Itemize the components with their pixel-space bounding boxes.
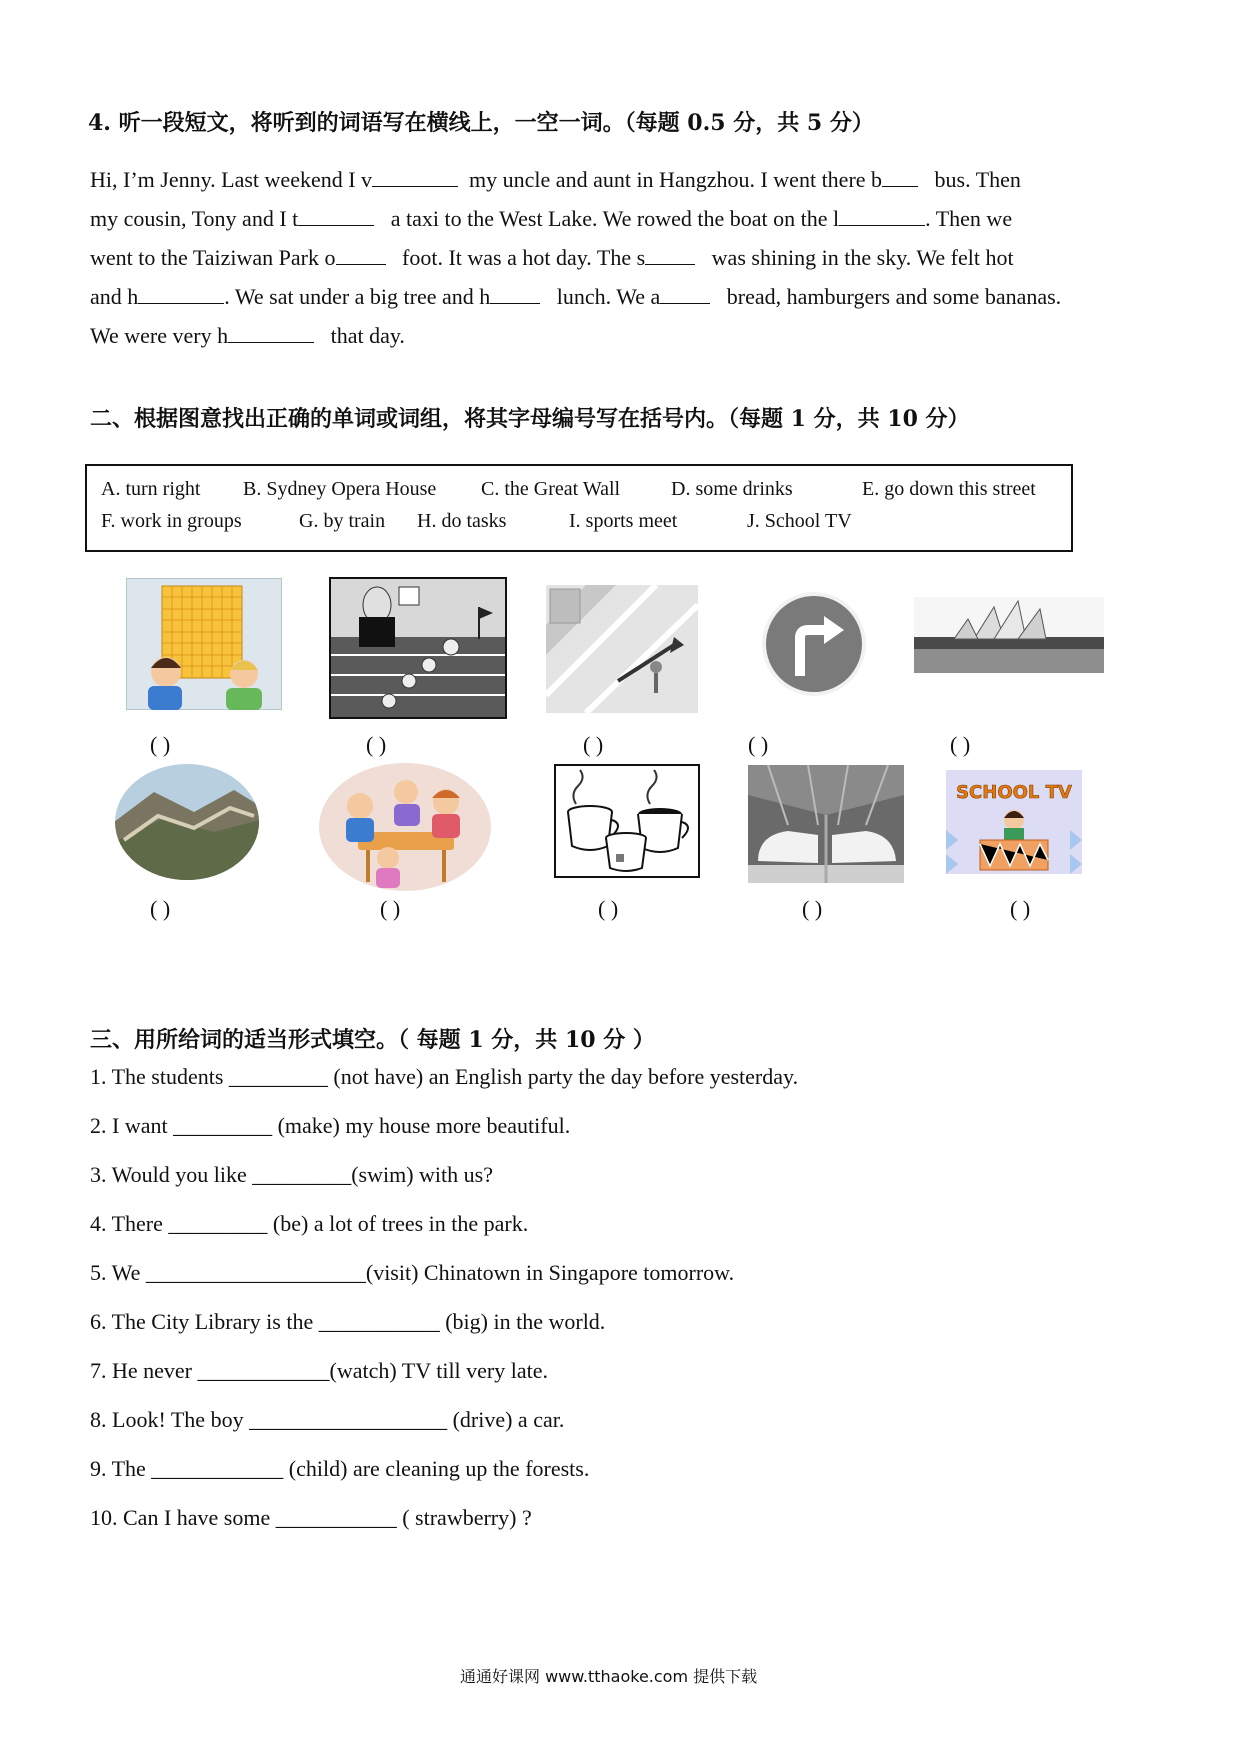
opera-house-photo bbox=[914, 597, 1104, 673]
section2-heading: 二、根据图意找出正确的单词或词组，将其字母编号写在括号内。（每题 1 分，共 10 分） bbox=[90, 406, 970, 432]
fill-question: 9. The ____________ (child) are cleaning up the forests. bbox=[90, 1456, 590, 1481]
answer-blank[interactable] bbox=[490, 283, 540, 304]
fill-question: 7. He never ____________(watch) TV till very late. bbox=[90, 1358, 549, 1383]
word-option: I. sports meet bbox=[569, 510, 678, 532]
high-speed-train-photo bbox=[748, 765, 904, 883]
word-option: D. some drinks bbox=[671, 478, 793, 500]
answer-parentheses[interactable]: ( ) bbox=[802, 896, 823, 921]
school-tv-picture bbox=[946, 770, 1082, 874]
answer-blank[interactable] bbox=[298, 205, 374, 226]
answer-blank[interactable] bbox=[138, 283, 224, 304]
answer-parentheses[interactable]: ( ) bbox=[598, 896, 619, 921]
fill-question: 1. The students _________ (not have) an English party the day before yesterday. bbox=[90, 1064, 799, 1089]
section1-line-2: my cousin, Tony and I t a taxi to the West Lake. We rowed the boat on the l . Then we bbox=[90, 206, 1013, 231]
children-group-table-picture bbox=[318, 762, 492, 892]
section1-line-3: went to the Taiziwan Park o foot. It was a hot day. The s was shining in the sky. We felt hot bbox=[90, 245, 1014, 270]
answer-blank[interactable] bbox=[336, 244, 386, 265]
answer-parentheses[interactable]: ( ) bbox=[583, 732, 604, 757]
word-option: F. work in groups bbox=[101, 510, 242, 532]
sports-meet-race-picture bbox=[329, 577, 507, 719]
answer-parentheses[interactable]: ( ) bbox=[366, 732, 387, 757]
fill-question: 2. I want _________ (make) my house more beautiful. bbox=[90, 1113, 571, 1138]
word-option: E. go down this street bbox=[862, 478, 1036, 500]
word-bank-box bbox=[85, 464, 1073, 552]
word-option: A. turn right bbox=[101, 478, 201, 500]
fill-question: 5. We ____________________(visit) Chinatown in Singapore tomorrow. bbox=[90, 1260, 735, 1285]
word-option: B. Sydney Opera House bbox=[243, 478, 437, 500]
fill-question: 4. There _________ (be) a lot of trees in the park. bbox=[90, 1211, 529, 1236]
section3-heading: 三、用所给词的适当形式填空。（ 每题 1 分，共 10 分 ） bbox=[90, 1027, 655, 1053]
word-option: J. School TV bbox=[747, 510, 852, 532]
great-wall-photo bbox=[114, 762, 260, 882]
answer-blank[interactable] bbox=[660, 283, 710, 304]
school-tv-sign: SCHOOL TV bbox=[956, 782, 1072, 803]
turn-right-sign-picture bbox=[760, 590, 868, 698]
answer-parentheses[interactable]: ( ) bbox=[150, 732, 171, 757]
fill-question: 8. Look! The boy __________________ (drive) a car. bbox=[90, 1407, 565, 1432]
children-grid-chart-picture bbox=[126, 578, 282, 710]
answer-parentheses[interactable]: ( ) bbox=[380, 896, 401, 921]
answer-blank[interactable] bbox=[839, 205, 925, 226]
answer-blank[interactable] bbox=[372, 166, 458, 187]
word-option: C. the Great Wall bbox=[481, 478, 621, 500]
answer-parentheses[interactable]: ( ) bbox=[150, 896, 171, 921]
section1-heading: 4. 听一段短文，将听到的词语写在横线上，一空一词。（每题 0.5 分，共 5 分） bbox=[88, 110, 874, 136]
fill-question: 3. Would you like _________(swim) with us? bbox=[90, 1162, 493, 1187]
fill-question: 10. Can I have some ___________ ( strawberry) ? bbox=[90, 1505, 532, 1530]
section1-line-5: We were very h that day. bbox=[90, 323, 405, 348]
answer-parentheses[interactable]: ( ) bbox=[950, 732, 971, 757]
word-option: H. do tasks bbox=[417, 510, 507, 532]
answer-parentheses[interactable]: ( ) bbox=[1010, 896, 1031, 921]
word-option: G. by train bbox=[299, 510, 386, 532]
section1-line-1: Hi, I’m Jenny. Last weekend I v my uncle and aunt in Hangzhou. I went there b bus. Then bbox=[90, 167, 1021, 192]
page-footer: 通通好课网 www.tthaoke.com 提供下载 bbox=[460, 1667, 758, 1686]
section1-line-4: and h . We sat under a big tree and h lunch. We a bread, hamburgers and some bananas. bbox=[90, 284, 1062, 309]
fill-question: 6. The City Library is the ___________ (big) in the world. bbox=[90, 1309, 606, 1334]
street-walker-arrow-picture bbox=[546, 585, 698, 713]
answer-blank[interactable] bbox=[882, 166, 918, 187]
answer-blank[interactable] bbox=[228, 322, 314, 343]
hot-drinks-cups-picture bbox=[554, 764, 700, 878]
answer-parentheses[interactable]: ( ) bbox=[748, 732, 769, 757]
answer-blank[interactable] bbox=[645, 244, 695, 265]
